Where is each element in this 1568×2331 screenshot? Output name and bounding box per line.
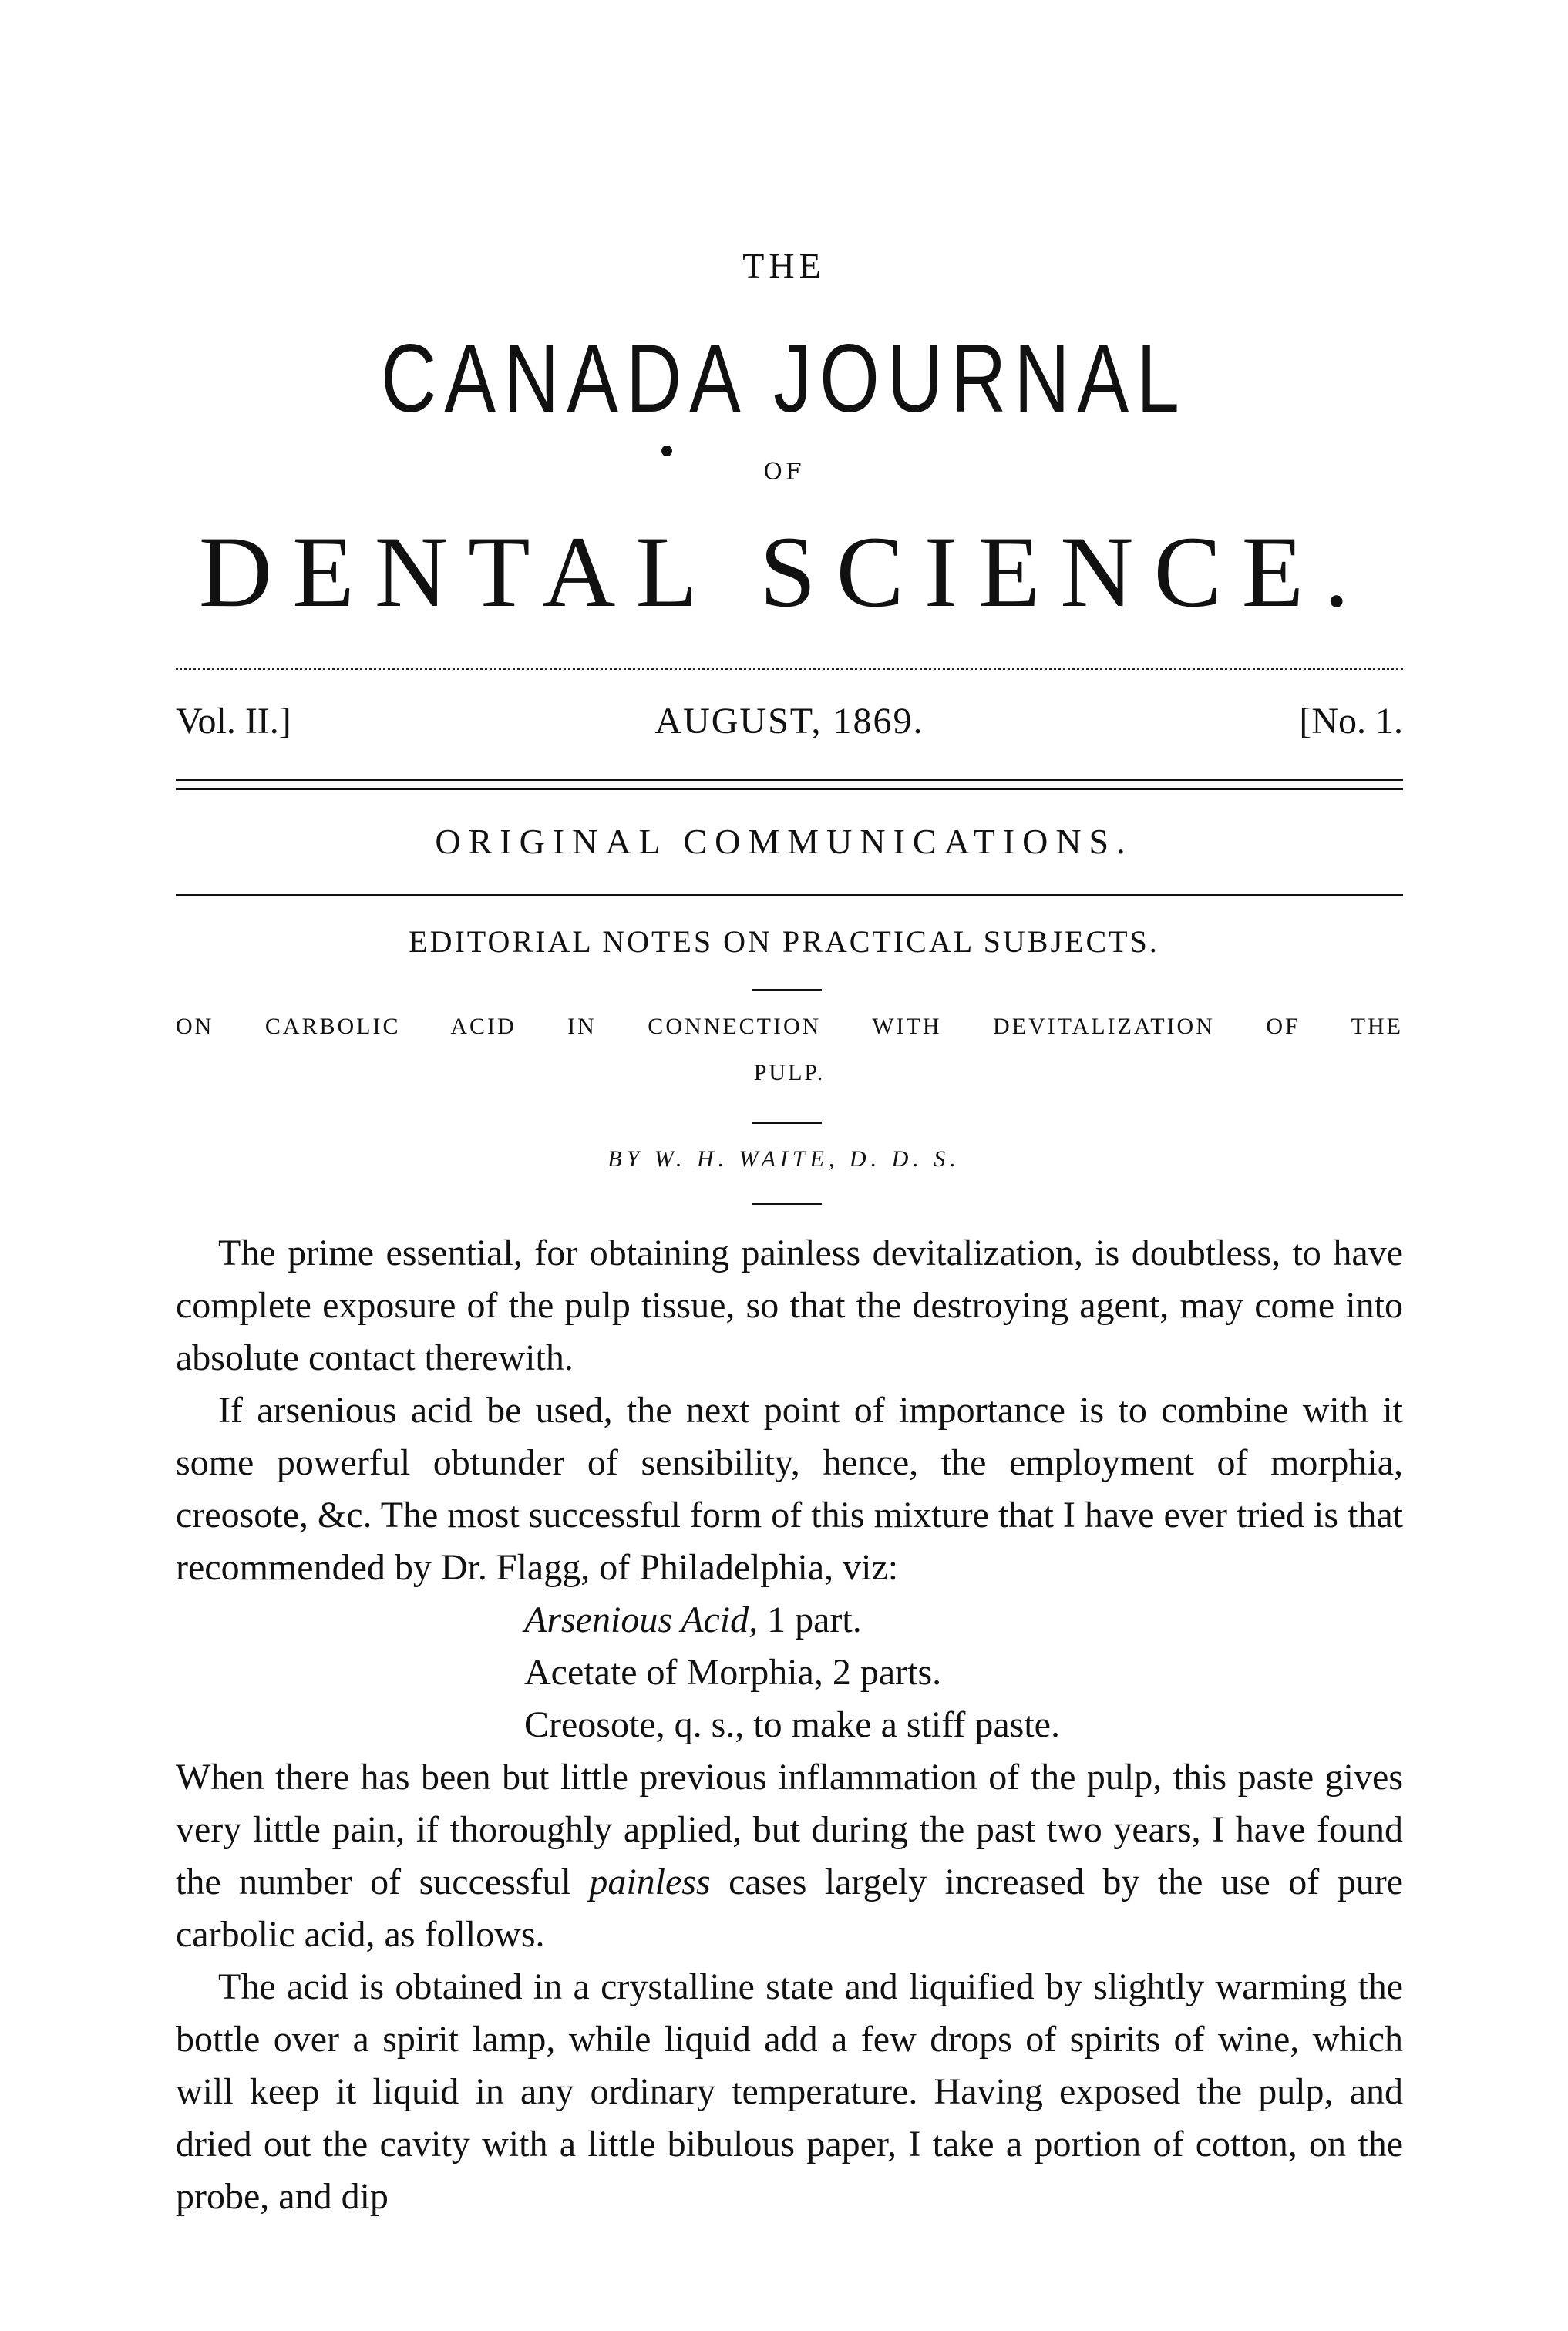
masthead-journal: CANADA JOURNAL [381, 325, 1187, 433]
masthead-of: OF [763, 459, 805, 486]
recipe-list [176, 1594, 1403, 1751]
paragraph-3 [176, 1751, 1403, 1961]
editorial-divider [752, 989, 822, 991]
title-divider [752, 1122, 822, 1124]
section-rule [176, 894, 1403, 896]
masthead-rule [176, 668, 1403, 670]
issue-rule-bottom [176, 788, 1403, 790]
editorial-title: EDITORIAL NOTES ON PRACTICAL SUBJECTS. [409, 924, 1159, 959]
issue-rule-top [176, 779, 1403, 781]
masthead-the: THE [742, 246, 826, 285]
paragraph-3-emphasis: painless [589, 1862, 711, 1902]
printer-mark [661, 446, 672, 456]
paragraph-1: The prime essential, for obtaining painless devitalization, is doubtless, to have complete exposure of the pulp tissue, so that the destroying agent, may come into absolute contact therewith. [176, 1233, 1403, 1378]
article-body [176, 1227, 1403, 2223]
recipe-line-1 [524, 1594, 1403, 1646]
paragraph-3-after: cases largely increased by the use of pure carbolic acid, as follows. [176, 1862, 1403, 1955]
masthead-dental-science: DENTAL SCIENCE. [198, 515, 1370, 628]
article-title-line2: PULP. [753, 1060, 826, 1085]
recipe-line-1-name: Arsenious Acid, [524, 1599, 759, 1640]
recipe-line-2: Acetate of Morphia, 2 parts. [524, 1652, 942, 1693]
recipe-line-3: Creosote, q. s., to make a stiff paste. [524, 1704, 1060, 1745]
issue-date: AUGUST, 1869. [654, 701, 924, 742]
issue-volume: Vol. II.] [176, 701, 291, 742]
issue-number: [No. 1. [1299, 701, 1403, 742]
paragraph-3-before: When there has been but little previous inflammation of the pulp, this paste gives very little pain, if thoroughly applied, but during the past two years, I have found the number of successful [176, 1757, 1403, 1902]
article-title-line1: ON CARBOLIC ACID IN CONNECTION WITH DEVITALIZATION OF THE [176, 1014, 1403, 1039]
issue-line [176, 700, 1403, 754]
byline-divider [752, 1202, 822, 1205]
recipe-line-1-amount: 1 part. [758, 1599, 862, 1640]
paragraph-2: If arsenious acid be used, the next point of importance is to combine with it some powerful obtunder of sensibility, hence, the employment of morphia, creosote, &c. The most successful form of this mixture that I have ever tried is that recommended by Dr. Flagg, of Philadelphia, viz: [176, 1390, 1403, 1588]
section-title: ORIGINAL COMMUNICATIONS. [435, 822, 1133, 861]
paragraph-4: The acid is obtained in a crystalline state and liquified by slightly warming the bottle over a spirit lamp, while liquid add a few drops of spirits of wine, which will keep it liquid in any ordinary temperature. Having exposed the pulp, and dried out the cavity with a little bibulous paper, I take a portion of cotton, on the probe, and dip [176, 1966, 1403, 2217]
article-byline: BY W. H. WAITE, D. D. S. [607, 1146, 961, 1172]
